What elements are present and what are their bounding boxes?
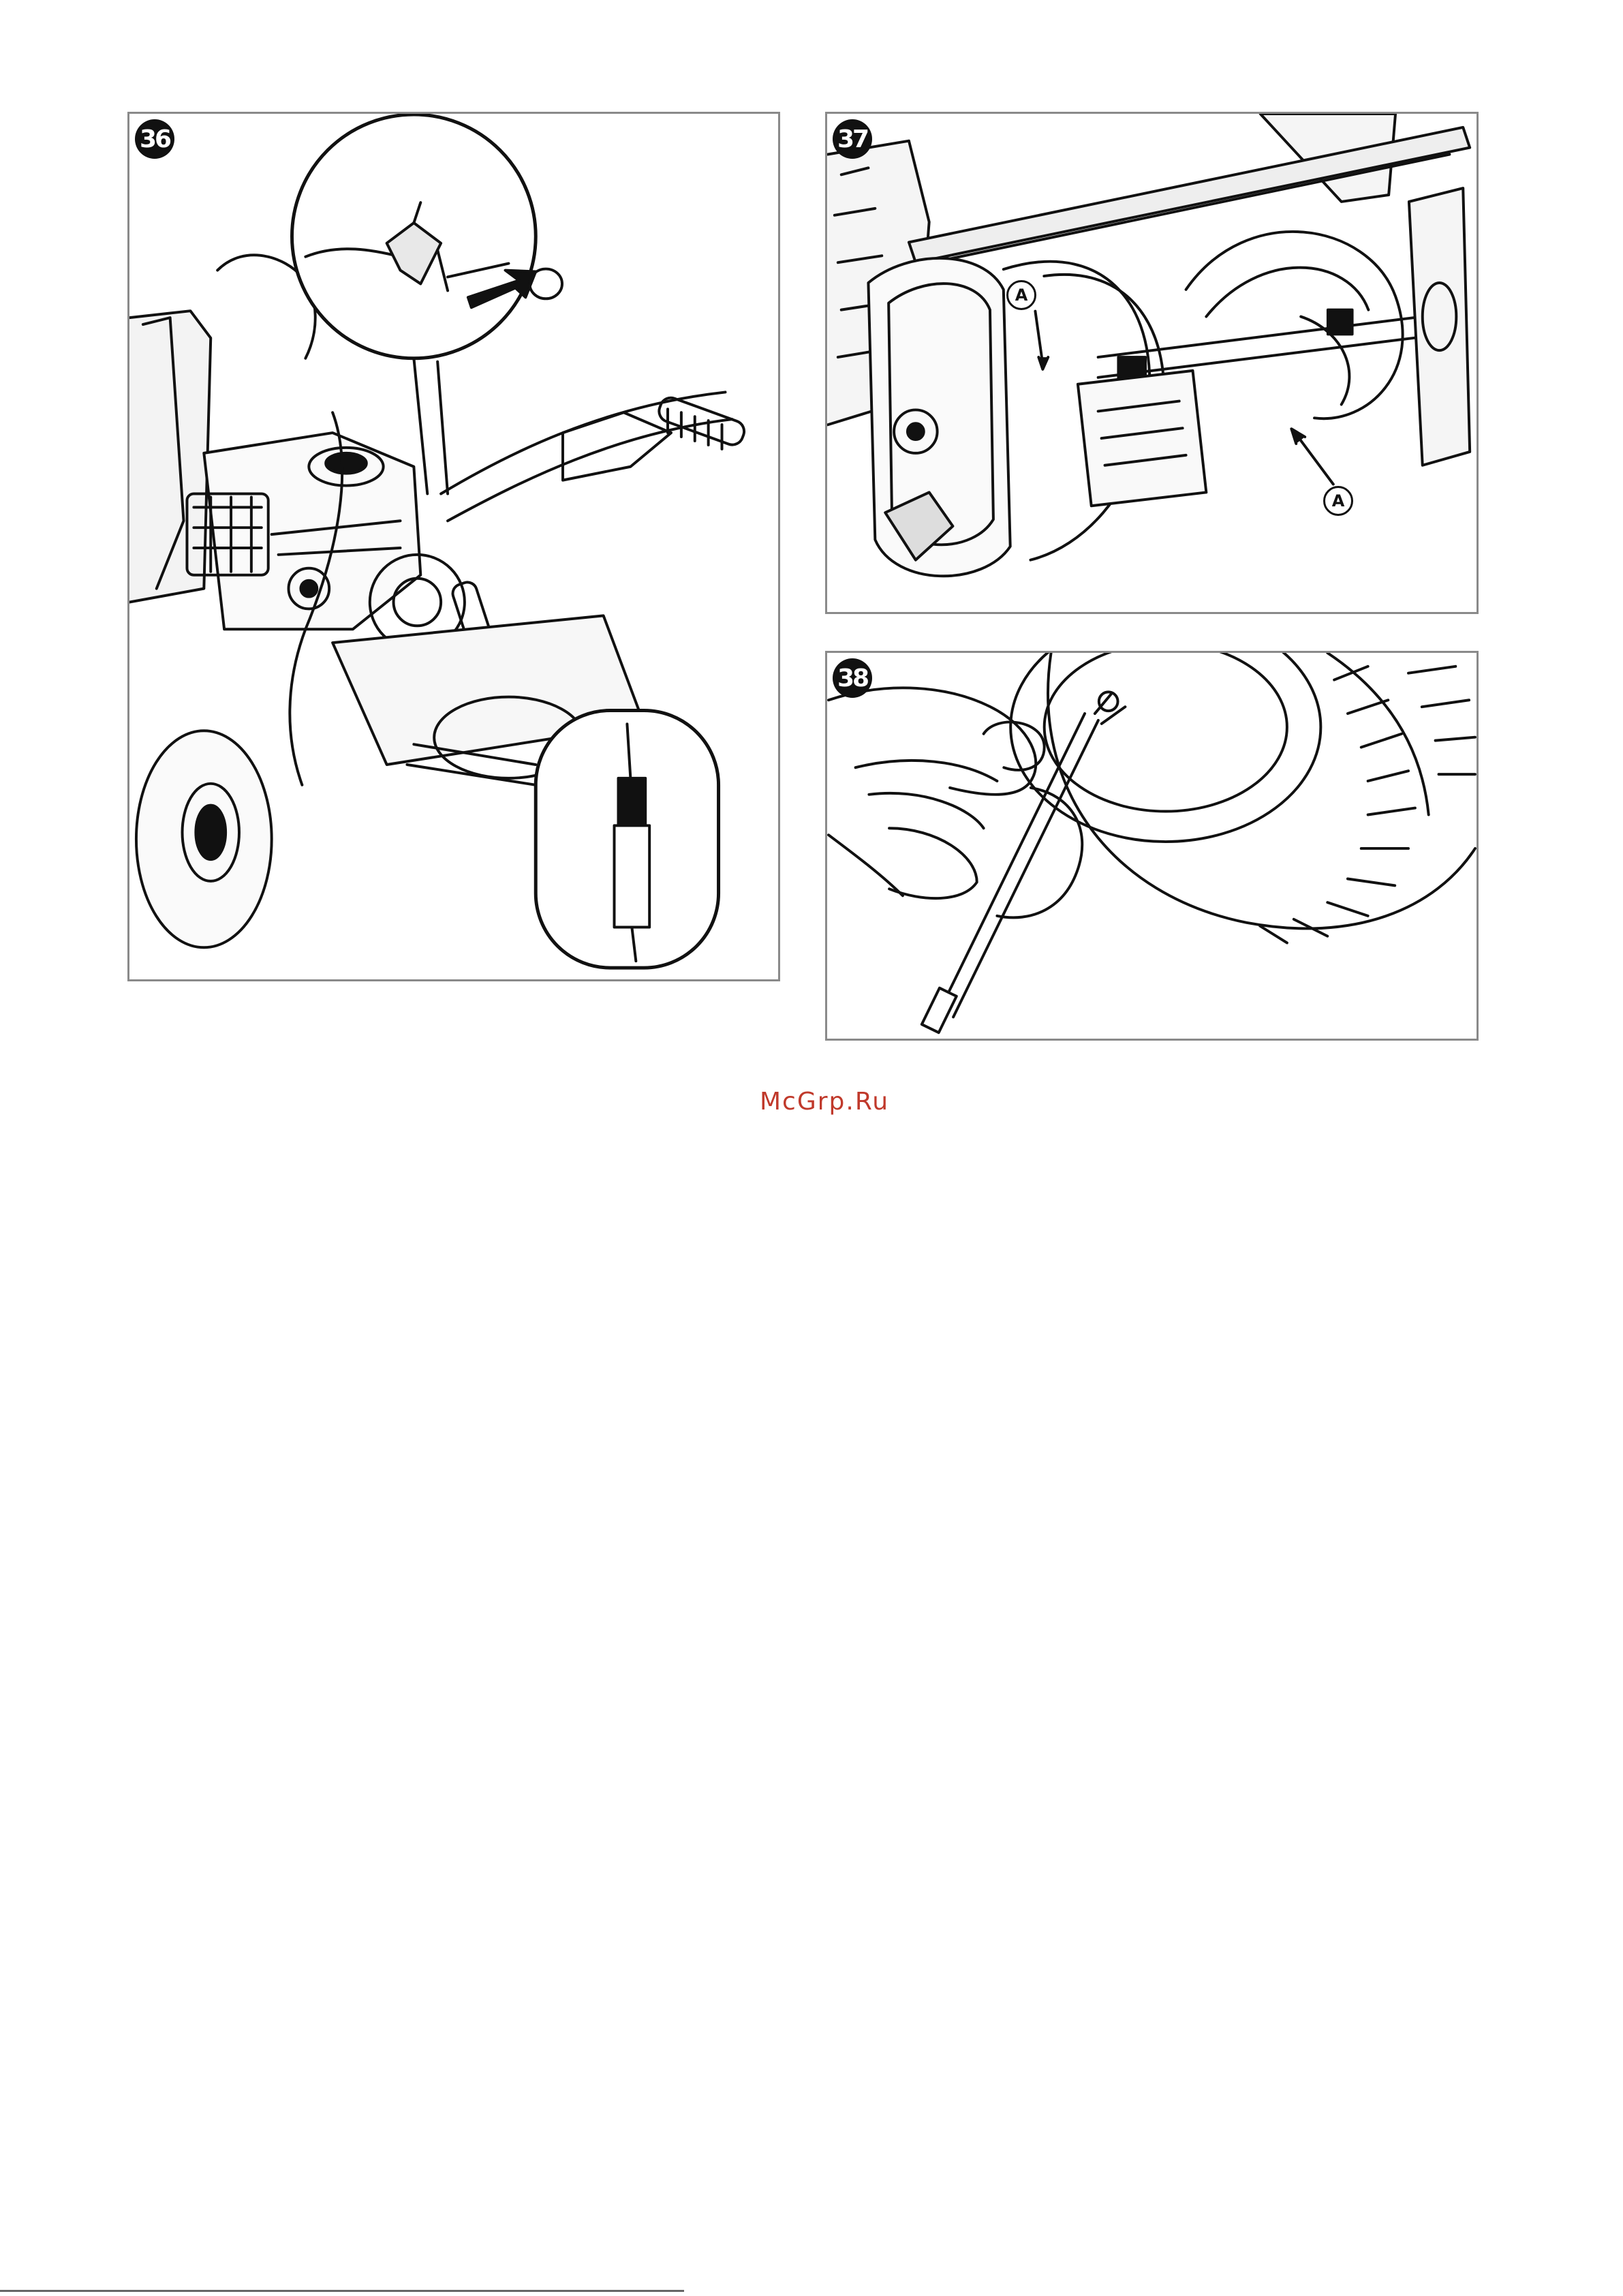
callout-a-right: A <box>1323 486 1353 516</box>
footer-rule <box>0 2290 684 2292</box>
figure-number-badge: 36 <box>135 119 174 159</box>
figure-number-badge: 38 <box>833 658 872 698</box>
figure-37-illustration <box>827 114 1477 612</box>
figure-38-illustration <box>827 653 1477 1039</box>
figure-38-panel <box>825 651 1479 1041</box>
watermark-text: McGrp.Ru <box>759 1088 890 1116</box>
callout-a-left: A <box>1006 280 1036 310</box>
figure-36-illustration <box>129 114 778 979</box>
figure-number-badge: 37 <box>833 119 872 159</box>
figure-36-panel <box>127 112 780 981</box>
figure-37-panel <box>825 112 1479 614</box>
